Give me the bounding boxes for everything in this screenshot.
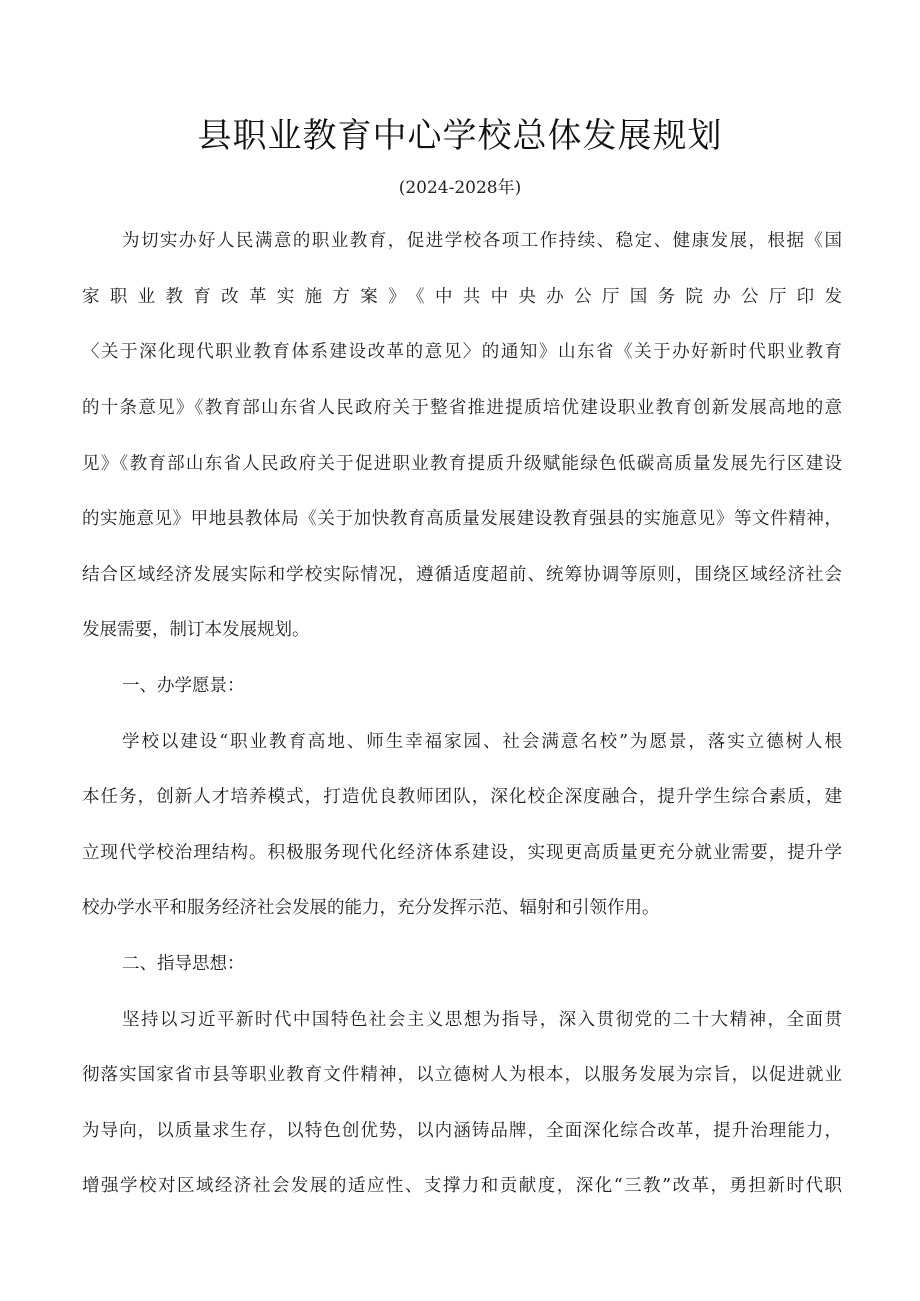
- text-line: 坚持以习近平新时代中国特色社会主义思想为指导，深入贯彻党的二十大精神，全面贯: [122, 1010, 842, 1030]
- text-line: 校办学水平和服务经济社会发展的能力，充分发挥示范、辐射和引领作用。: [82, 898, 660, 918]
- text-line: 家职业教育改革实施方案》《中共中央办公厅国务院办公厅印发: [82, 287, 842, 307]
- text-line: 学校以建设“职业教育高地、师生幸福家园、社会满意名校”为愿景，落实立德树人根: [122, 732, 842, 752]
- text-line: 的实施意见》甲地县教体局《关于加快教育高质量发展建设教育强县的实施意见》等文件精神，: [82, 509, 842, 529]
- text-line: 本任务，创新人才培养模式，打造优良教师团队，深化校企深度融合，提升学生综合素质，建: [82, 787, 842, 807]
- text-line: 发展需要，制订本发展规划。: [82, 620, 310, 640]
- section-heading-guiding-thought: 二、指导思想：: [122, 954, 245, 974]
- section-heading-vision: 一、办学愿景：: [122, 676, 245, 696]
- text-line: 彻落实国家省市县等职业教育文件精神，以立德树人为根本，以服务发展为宗旨，以促进就业: [82, 1065, 842, 1085]
- document-subtitle: (2024-2028年): [398, 178, 522, 198]
- document-title: 县职业教育中心学校总体发展规划: [197, 116, 723, 156]
- text-line: 〈关于深化现代职业教育体系建设改革的意见〉的通知》山东省《关于办好新时代职业教育: [82, 342, 842, 362]
- text-line: 见》《教育部山东省人民政府关于促进职业教育提质升级赋能绿色低碳高质量发展先行区建设: [82, 454, 842, 474]
- text-line: 为导向，以质量求生存，以特色创优势，以内涵铸品牌，全面深化综合改革，提升治理能力，: [82, 1121, 842, 1141]
- text-line: 为切实办好人民满意的职业教育，促进学校各项工作持续、稳定、健康发展，根据《国: [122, 231, 842, 251]
- text-line: 立现代学校治理结构。积极服务现代化经济体系建设，实现更高质量更充分就业需要，提升学: [82, 843, 842, 863]
- text-line: 的十条意见》《教育部山东省人民政府关于整省推进提质培优建设职业教育创新发展高地的意: [82, 398, 842, 418]
- text-line: 结合区域经济发展实际和学校实际情况，遵循适度超前、统筹协调等原则，围绕区域经济社会: [82, 565, 842, 585]
- text-line: 增强学校对区域经济社会发展的适应性、支撑力和贡献度，深化“三教”改革，勇担新时代职: [82, 1176, 842, 1196]
